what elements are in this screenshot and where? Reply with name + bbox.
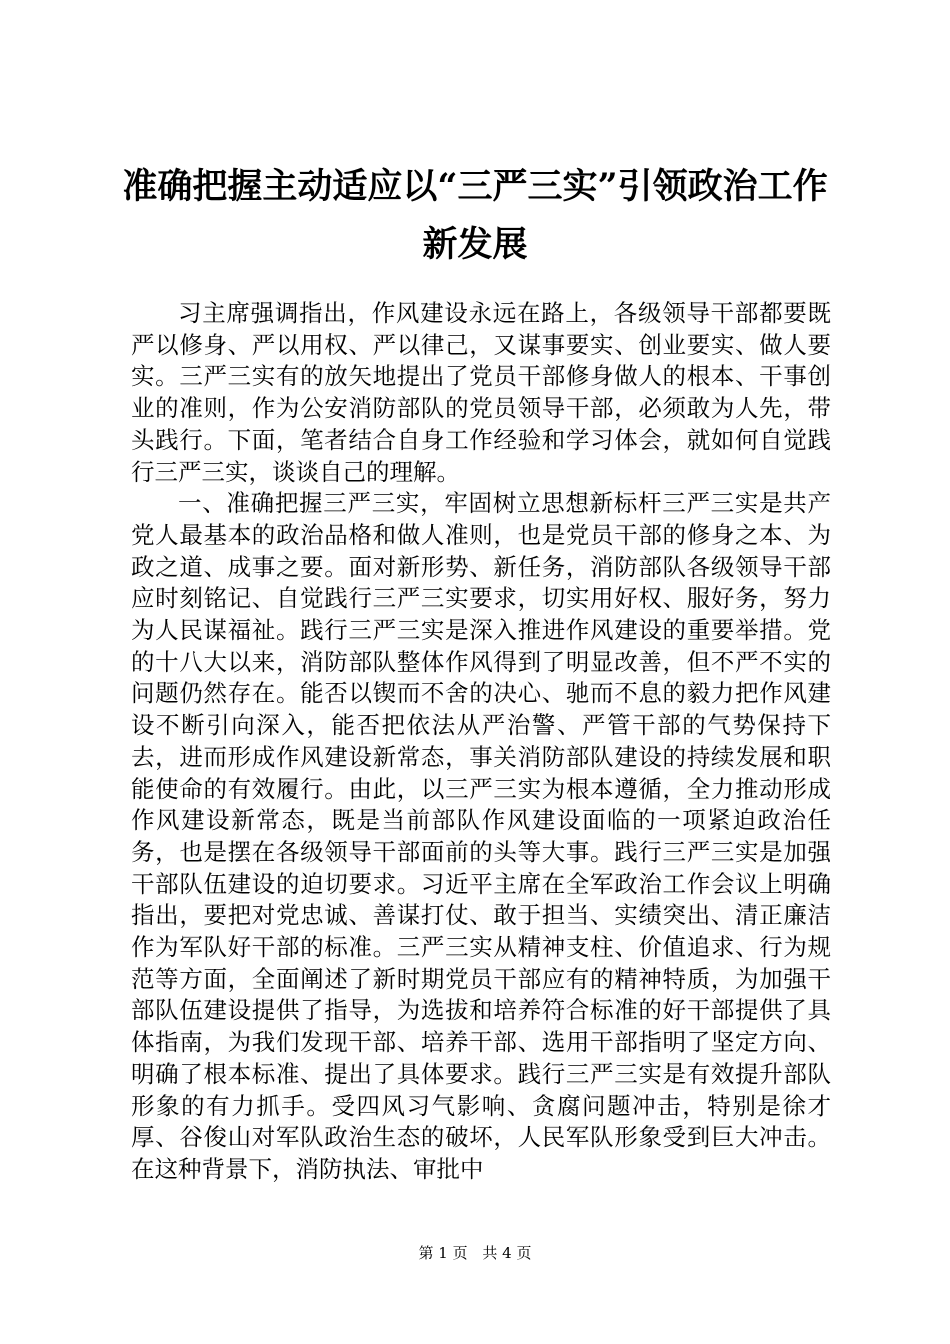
document-title: 准确把握主动适应以“三严三实”引领政治工作新发展 [122, 166, 828, 265]
page-footer [0, 1243, 950, 1263]
page-number-current: 第 1 页 [418, 1244, 468, 1262]
paragraph-intro: 习主席强调指出，作风建设永远在路上，各级领导干部都要既严以修身、严以用权、严以律己，又谋事要实、创业要实、做人要实。三严三实有的放矢地提出了党员干部修身做人的根本、干事创业的准则，作为公安消防部队的党员领导干部，必须敢为人先，带头践行。下面，笔者结合自身工作经验和学习体会，就如何自觉践行三严三实，谈谈自己的理解。 [131, 299, 831, 486]
document-body [131, 298, 831, 1186]
page-number-total: 共 4 页 [482, 1244, 532, 1262]
paragraph-section-one: 一、准确把握三严三实，牢固树立思想新标杆三严三实是共产党人最基本的政治品格和做人准则，也是党员干部的修身之本、为政之道、成事之要。面对新形势、新任务，消防部队各级领导干部应时刻铭记、自觉践行三严三实要求，切实用好权、服好务，努力为人民谋福祉。践行三严三实是深入推进作风建设的重要举措。党的十八大以来，消防部队整体作风得到了明显改善，但不严不实的问题仍然存在。能否以锲而不舍的决心、驰而不息的毅力把作风建设不断引向深入，能否把依法从严治警、严管干部的气势保持下去，进而形成作风建设新常态，事关消防部队建设的持续发展和职能使命的有效履行。由此，以三严三实为根本遵循，全力推动形成作风建设新常态，既是当前部队作风建设面临的一项紧迫政治任务，也是摆在各级领导干部面前的头等大事。践行三严三实是加强干部队伍建设的迫切要求。习近平主席在全军政治工作会议上明确指出，要把对党忠诚、善谋打仗、敢于担当、实绩突出、清正廉洁作为军队好干部的标准。三严三实从精神支柱、价值追求、行为规范等方面，全面阐述了新时期党员干部应有的精神特质，为加强干部队伍建设提供了指导，为选拔和培养符合标准的好干部提供了具体指南，为我们发现干部、培养干部、选用干部指明了坚定方向、明确了根本标准、提出了具体要求。践行三严三实是有效提升部队形象的有力抓手。受四风习气影响、贪腐问题冲击，特别是徐才厚、谷俊山对军队政治生态的破坏，人民军队形象受到巨大冲击。在这种背景下，消防执法、审批中 [131, 489, 831, 1183]
